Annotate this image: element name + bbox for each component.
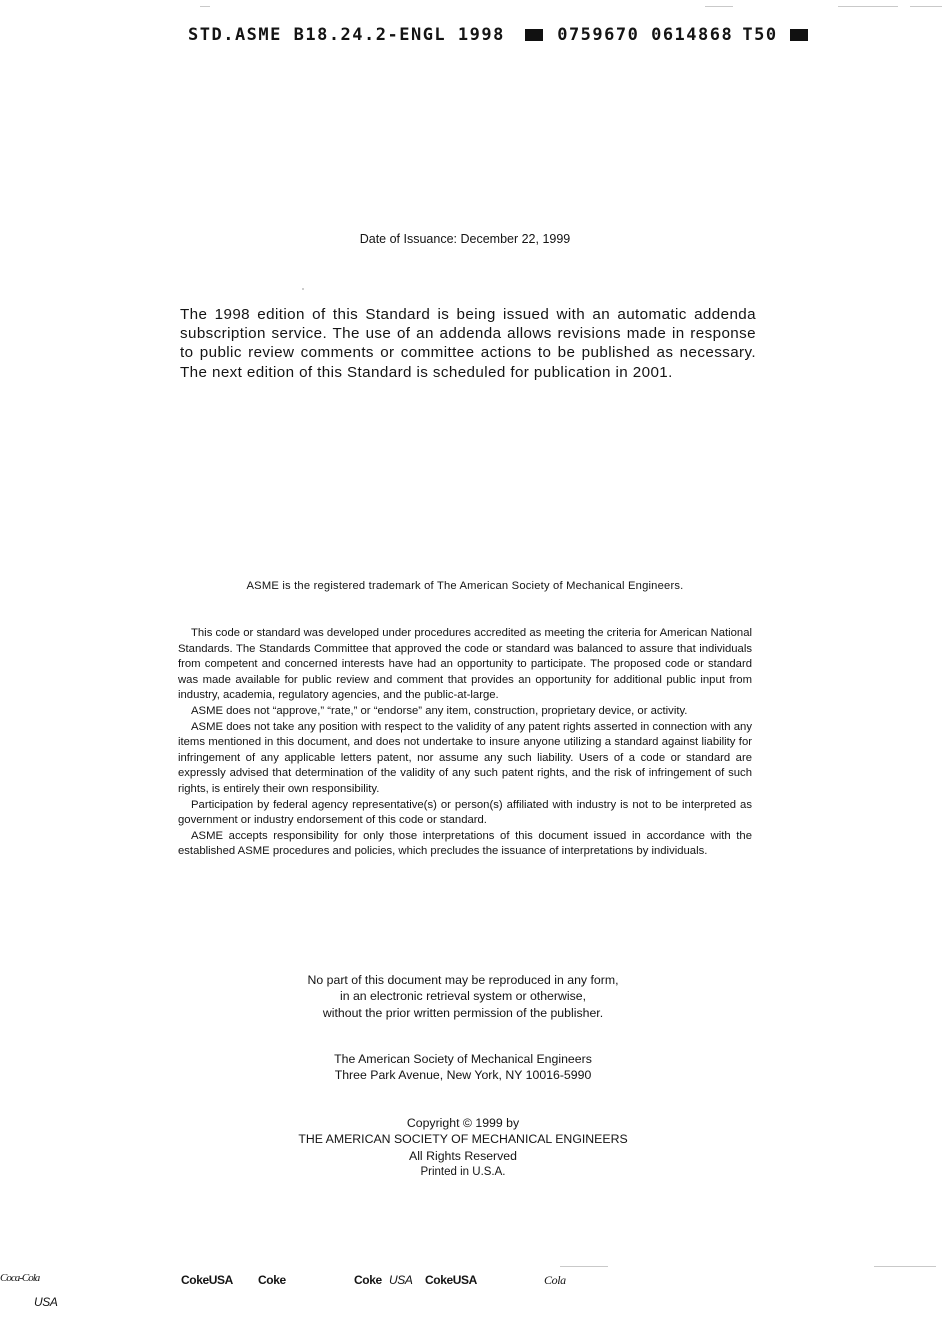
footer-mark: CokeUSA	[181, 1273, 233, 1287]
legal-paragraph: ASME does not “approve,” “rate,” or “endorse” any item, construction, proprietary device, or activity.	[191, 704, 688, 717]
scan-artifact	[705, 6, 733, 7]
copyright-line: Copyright © 1999 by	[406, 1116, 520, 1130]
reproduction-line: in an electronic retrieval system or otherwise,	[339, 989, 587, 1004]
footer-mark: Coke	[354, 1273, 382, 1287]
document-header-code	[188, 24, 808, 46]
footer-mark: Cola	[544, 1273, 566, 1287]
header-block-mark	[790, 29, 808, 41]
footer-usa: USA	[34, 1295, 58, 1309]
printed-in: Printed in U.S.A.	[420, 1165, 506, 1178]
footer-mark: CokeUSA	[425, 1273, 477, 1287]
reproduction-line: No part of this document may be reproduced in any form,	[307, 973, 619, 987]
scan-artifact	[874, 1266, 936, 1267]
footer-mark: USA	[389, 1273, 413, 1287]
legal-notice	[178, 626, 752, 860]
scan-artifact	[838, 6, 898, 7]
publisher-street: Three Park Avenue, New York, NY 10016-5990	[334, 1068, 592, 1083]
header-block-mark	[525, 29, 543, 41]
legal-paragraph: ASME does not take any position with respect to the validity of any patent rights asserted in connection with any items mentioned in this document, and does not undertake to insure anyone utilizing a standard against liability for infringement of any applicable letters patent, nor assume any such liability. Users of a code or standard are expressly advised that determination of the validity of any such patent rights, and the risk of infringement of such rights, is entirely their own responsibility.	[178, 720, 752, 795]
header-mid-code: 0759670 0614868	[557, 25, 734, 45]
copyright-holder: THE AMERICAN SOCIETY OF MECHANICAL ENGINEERS	[298, 1132, 628, 1147]
copyright-block	[0, 1115, 926, 1180]
scan-artifact	[560, 1266, 608, 1267]
reproduction-line: without the prior written permission of the publisher.	[322, 1005, 604, 1020]
reproduction-notice	[0, 972, 926, 1021]
edition-notice: The 1998 edition of this Standard is being issued with an automatic addenda subscription service. The use of an addenda allows revisions made in response to public review comments or committee actions to be published as necessary. The next edition of this Standard is scheduled for publication in 2001.	[180, 306, 756, 381]
legal-paragraph: This code or standard was developed under procedures accredited as meeting the criteria for American National Standards. The Standards Committee that approved the code or standard was balanced to assure that individuals from competent and concerned interests have had an opportunity to participate. The proposed code or standard was made available for public review and comment that provides an opportunity for additional public input from industry, academia, regulatory agencies, and the public-at-large.	[178, 627, 752, 702]
scan-artifact	[200, 6, 210, 7]
coca-cola-logo: Coca-Cola	[0, 1272, 40, 1284]
rights-reserved: All Rights Reserved	[409, 1148, 517, 1163]
scan-artifact	[910, 6, 942, 7]
header-left-code: STD.ASME B18.24.2-ENGL 1998	[188, 25, 505, 45]
header-right-code: T50	[742, 25, 778, 45]
date-of-issuance: Date of Issuance: December 22, 1999	[359, 232, 571, 246]
legal-paragraph: Participation by federal agency representative(s) or person(s) affiliated with industry is not to be interpreted as government or industry endorsement of this code or standard.	[178, 798, 752, 827]
legal-paragraph: ASME accepts responsibility for only those interpretations of this document issued in accordance with the established ASME procedures and policies, which precludes the issuance of interpretations by individuals.	[178, 829, 752, 858]
scan-artifact	[302, 288, 304, 290]
publisher-address	[0, 1051, 926, 1084]
footer-mark: Coke	[258, 1273, 286, 1287]
publisher-name: The American Society of Mechanical Engineers	[334, 1052, 592, 1066]
trademark-notice: ASME is the registered trademark of The American Society of Mechanical Engineers.	[246, 580, 684, 592]
